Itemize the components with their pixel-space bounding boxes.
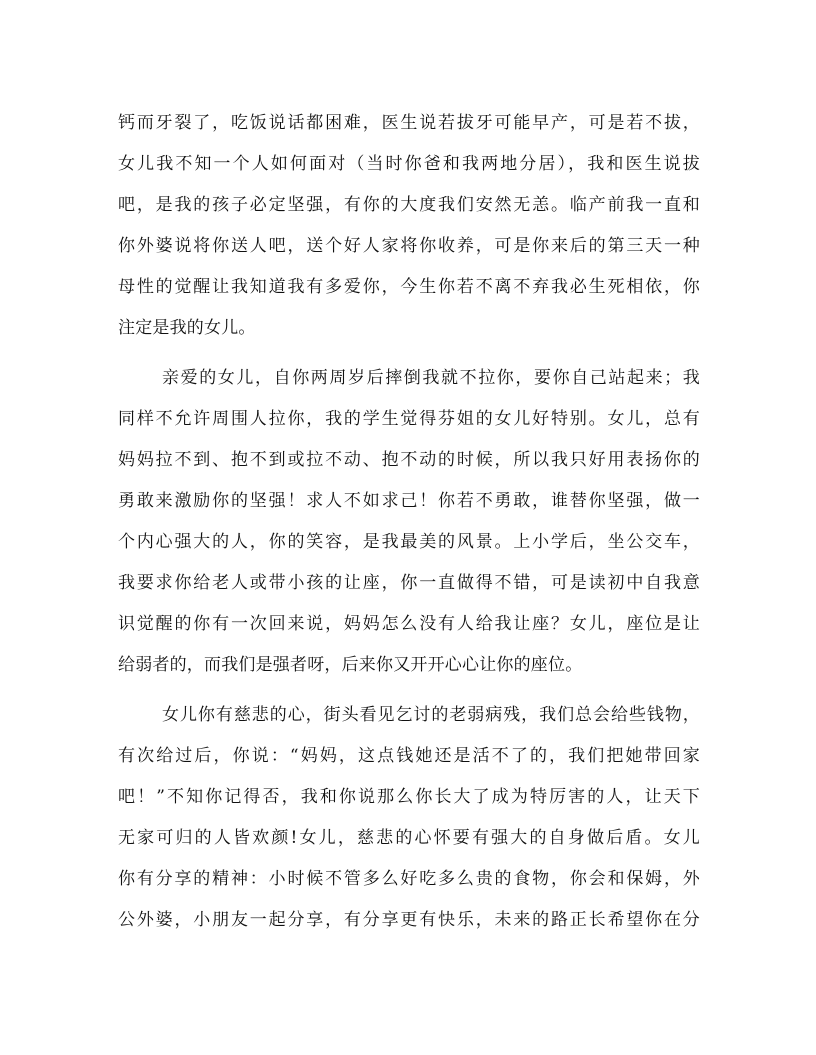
document-body [118, 103, 700, 941]
text-line: 钙而牙裂了，吃饭说话都困难，医生说若拔牙可能早产，可是若不拔， [118, 113, 700, 133]
paragraph-1 [118, 103, 700, 349]
text-line: 亲爱的女儿，自你两周岁后摔倒我就不拉你，要你自己站起来；我 [162, 368, 700, 388]
text-line: 妈妈拉不到、抱不到或拉不动、抱不动的时候，所以我只好用表扬你的 [118, 450, 700, 470]
text-line: 注定是我的女儿。 [118, 318, 256, 338]
paragraph-2 [118, 358, 700, 686]
text-line: 无家可归的人皆欢颜!女儿，慈悲的心怀要有强大的自身做后盾。女儿 [118, 828, 700, 848]
text-line: 吧，是我的孩子必定坚强，有你的大度我们安然无恙。临产前我一直和 [118, 195, 700, 215]
text-line: 我要求你给老人或带小孩的让座，你一直做得不错，可是读初中自我意 [118, 573, 700, 593]
paragraph-3 [118, 695, 700, 941]
text-line: 有次给过后，你说：“妈妈，这点钱她还是活不了的，我们把她带回家 [118, 746, 700, 766]
text-line: 给弱者的，而我们是强者呀，后来你又开开心心让你的座位。 [118, 655, 583, 675]
text-line: 母性的觉醒让我知道我有多爱你，今生你若不离不弃我必生死相依，你 [118, 277, 700, 297]
text-line: 你外婆说将你送人吧，送个好人家将你收养，可是你来后的第三天一种 [118, 236, 700, 256]
text-line: 公外婆，小朋友一起分享，有分享更有快乐，未来的路正长希望你在分 [118, 910, 700, 930]
text-line: 女儿我不知一个人如何面对（当时你爸和我两地分居），我和医生说拔 [118, 154, 700, 174]
text-line: 勇敢来激励你的坚强！求人不如求己！你若不勇敢，谁替你坚强，做一 [118, 491, 700, 511]
text-line: 同样不允许周围人拉你，我的学生觉得芬姐的女儿好特别。女儿，总有 [118, 409, 700, 429]
text-line: 个内心强大的人，你的笑容，是我最美的风景。上小学后，坐公交车， [118, 532, 700, 552]
text-line: 吧！”不知你记得否，我和你说那么你长大了成为特厉害的人，让天下 [118, 787, 700, 807]
text-line: 你有分享的精神：小时候不管多么好吃多么贵的食物，你会和保姆，外 [118, 869, 700, 889]
text-line: 女儿你有慈悲的心，街头看见乞讨的老弱病残，我们总会给些钱物， [162, 705, 700, 725]
text-line: 识觉醒的你有一次回来说，妈妈怎么没有人给我让座？女儿，座位是让 [118, 614, 700, 634]
